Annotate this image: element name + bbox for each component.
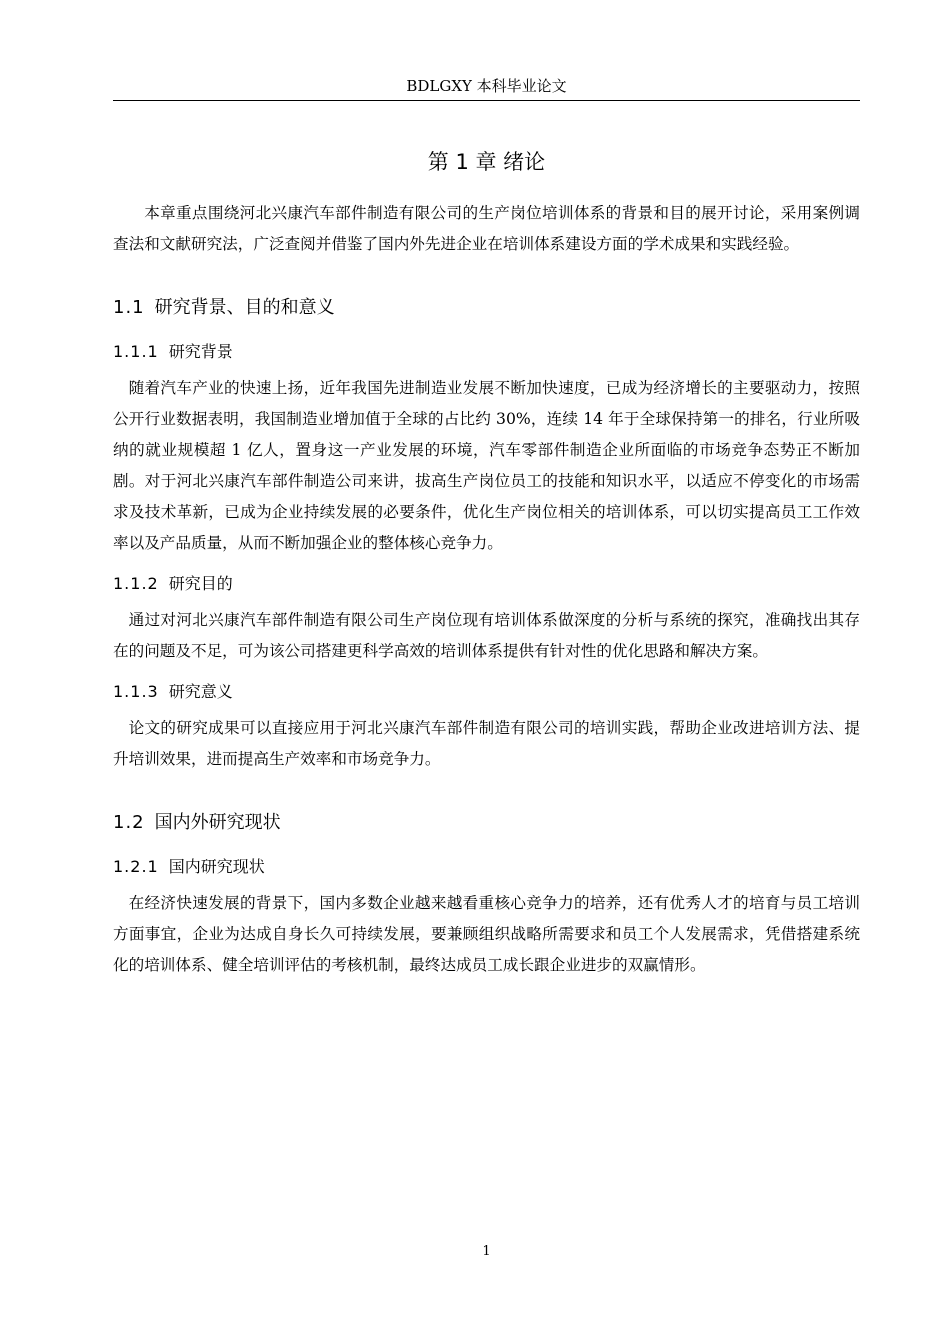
subsection-heading-1-1-3 [113, 681, 860, 703]
subsection-number: 1.1.1 [113, 342, 159, 361]
subsection-title: 研究目的 [168, 574, 233, 593]
chapter-intro-paragraph: 本章重点围绕河北兴康汽车部件制造有限公司的生产岗位培训体系的背景和目的展开讨论，采用案例调查法和文献研究法，广泛查阅并借鉴了国内外先进企业在培训体系建设方面的学术成果和实践经验。 [113, 204, 860, 253]
domestic-research-paragraph: 在经济快速发展的背景下，国内多数企业越来越看重核心竞争力的培养，还有优秀人才的培育与员工培训方面事宜，企业为达成自身长久可持续发展，要兼顾组织战略所需要求和员工个人发展需求，凭借搭建系统化的培训体系、健全培训评估的考核机制，最终达成员工成长跟企业进步的双赢情形。 [113, 894, 860, 974]
page-body [113, 100, 860, 981]
section-number: 1.1 [113, 297, 145, 318]
section-number: 1.2 [113, 812, 145, 833]
section-title: 国内外研究现状 [154, 812, 281, 833]
background-paragraph: 随着汽车产业的快速上扬，近年我国先进制造业发展不断加快速度，已成为经济增长的主要驱动力，按照公开行业数据表明，我国制造业增加值于全球的占比约 30%，连续 14 年于全球保持第一的排名，行业所吸纳的就业规模超 1 亿人，置身这一产业发展的环境，汽车零部件制造企业所面临的市场竞争态势正不断加剧。对于河北兴康汽车部件制造公司来讲，拔高生产岗位员工的技能和知识水平，以适应不停变化的市场需求及技术革新，已成为企业持续发展的必要条件，优化生产岗位相关的培训体系，可以切实提高员工工作效率以及产品质量，从而不断加强企业的整体核心竞争力。 [113, 379, 860, 552]
subsection-title: 研究意义 [168, 682, 233, 701]
subsection-heading-1-2-1 [113, 856, 860, 878]
subsection-number: 1.1.2 [113, 574, 159, 593]
significance-paragraph: 论文的研究成果可以直接应用于河北兴康汽车部件制造有限公司的培训实践，帮助企业改进培训方法、提升培训效果，进而提高生产效率和市场竞争力。 [113, 719, 860, 768]
section-heading-1-2 [113, 811, 860, 835]
subsection-heading-1-1-2 [113, 573, 860, 595]
section-title: 研究背景、目的和意义 [154, 297, 335, 318]
subsection-number: 1.2.1 [113, 857, 159, 876]
subsection-title: 研究背景 [168, 342, 233, 361]
purpose-paragraph: 通过对河北兴康汽车部件制造有限公司生产岗位现有培训体系做深度的分析与系统的探究，准确找出其存在的问题及不足，可为该公司搭建更科学高效的培训体系提供有针对性的优化思路和解决方案。 [113, 611, 860, 660]
subsection-number: 1.1.3 [113, 682, 159, 701]
page-number: 1 [482, 1244, 491, 1259]
subsection-heading-1-1-1 [113, 341, 860, 363]
subsection-title: 国内研究现状 [168, 857, 265, 876]
section-heading-1-1 [113, 296, 860, 320]
page-header: BDLGXY 本科毕业论文 [406, 77, 567, 95]
chapter-title: 第 1 章 绪论 [427, 150, 546, 174]
